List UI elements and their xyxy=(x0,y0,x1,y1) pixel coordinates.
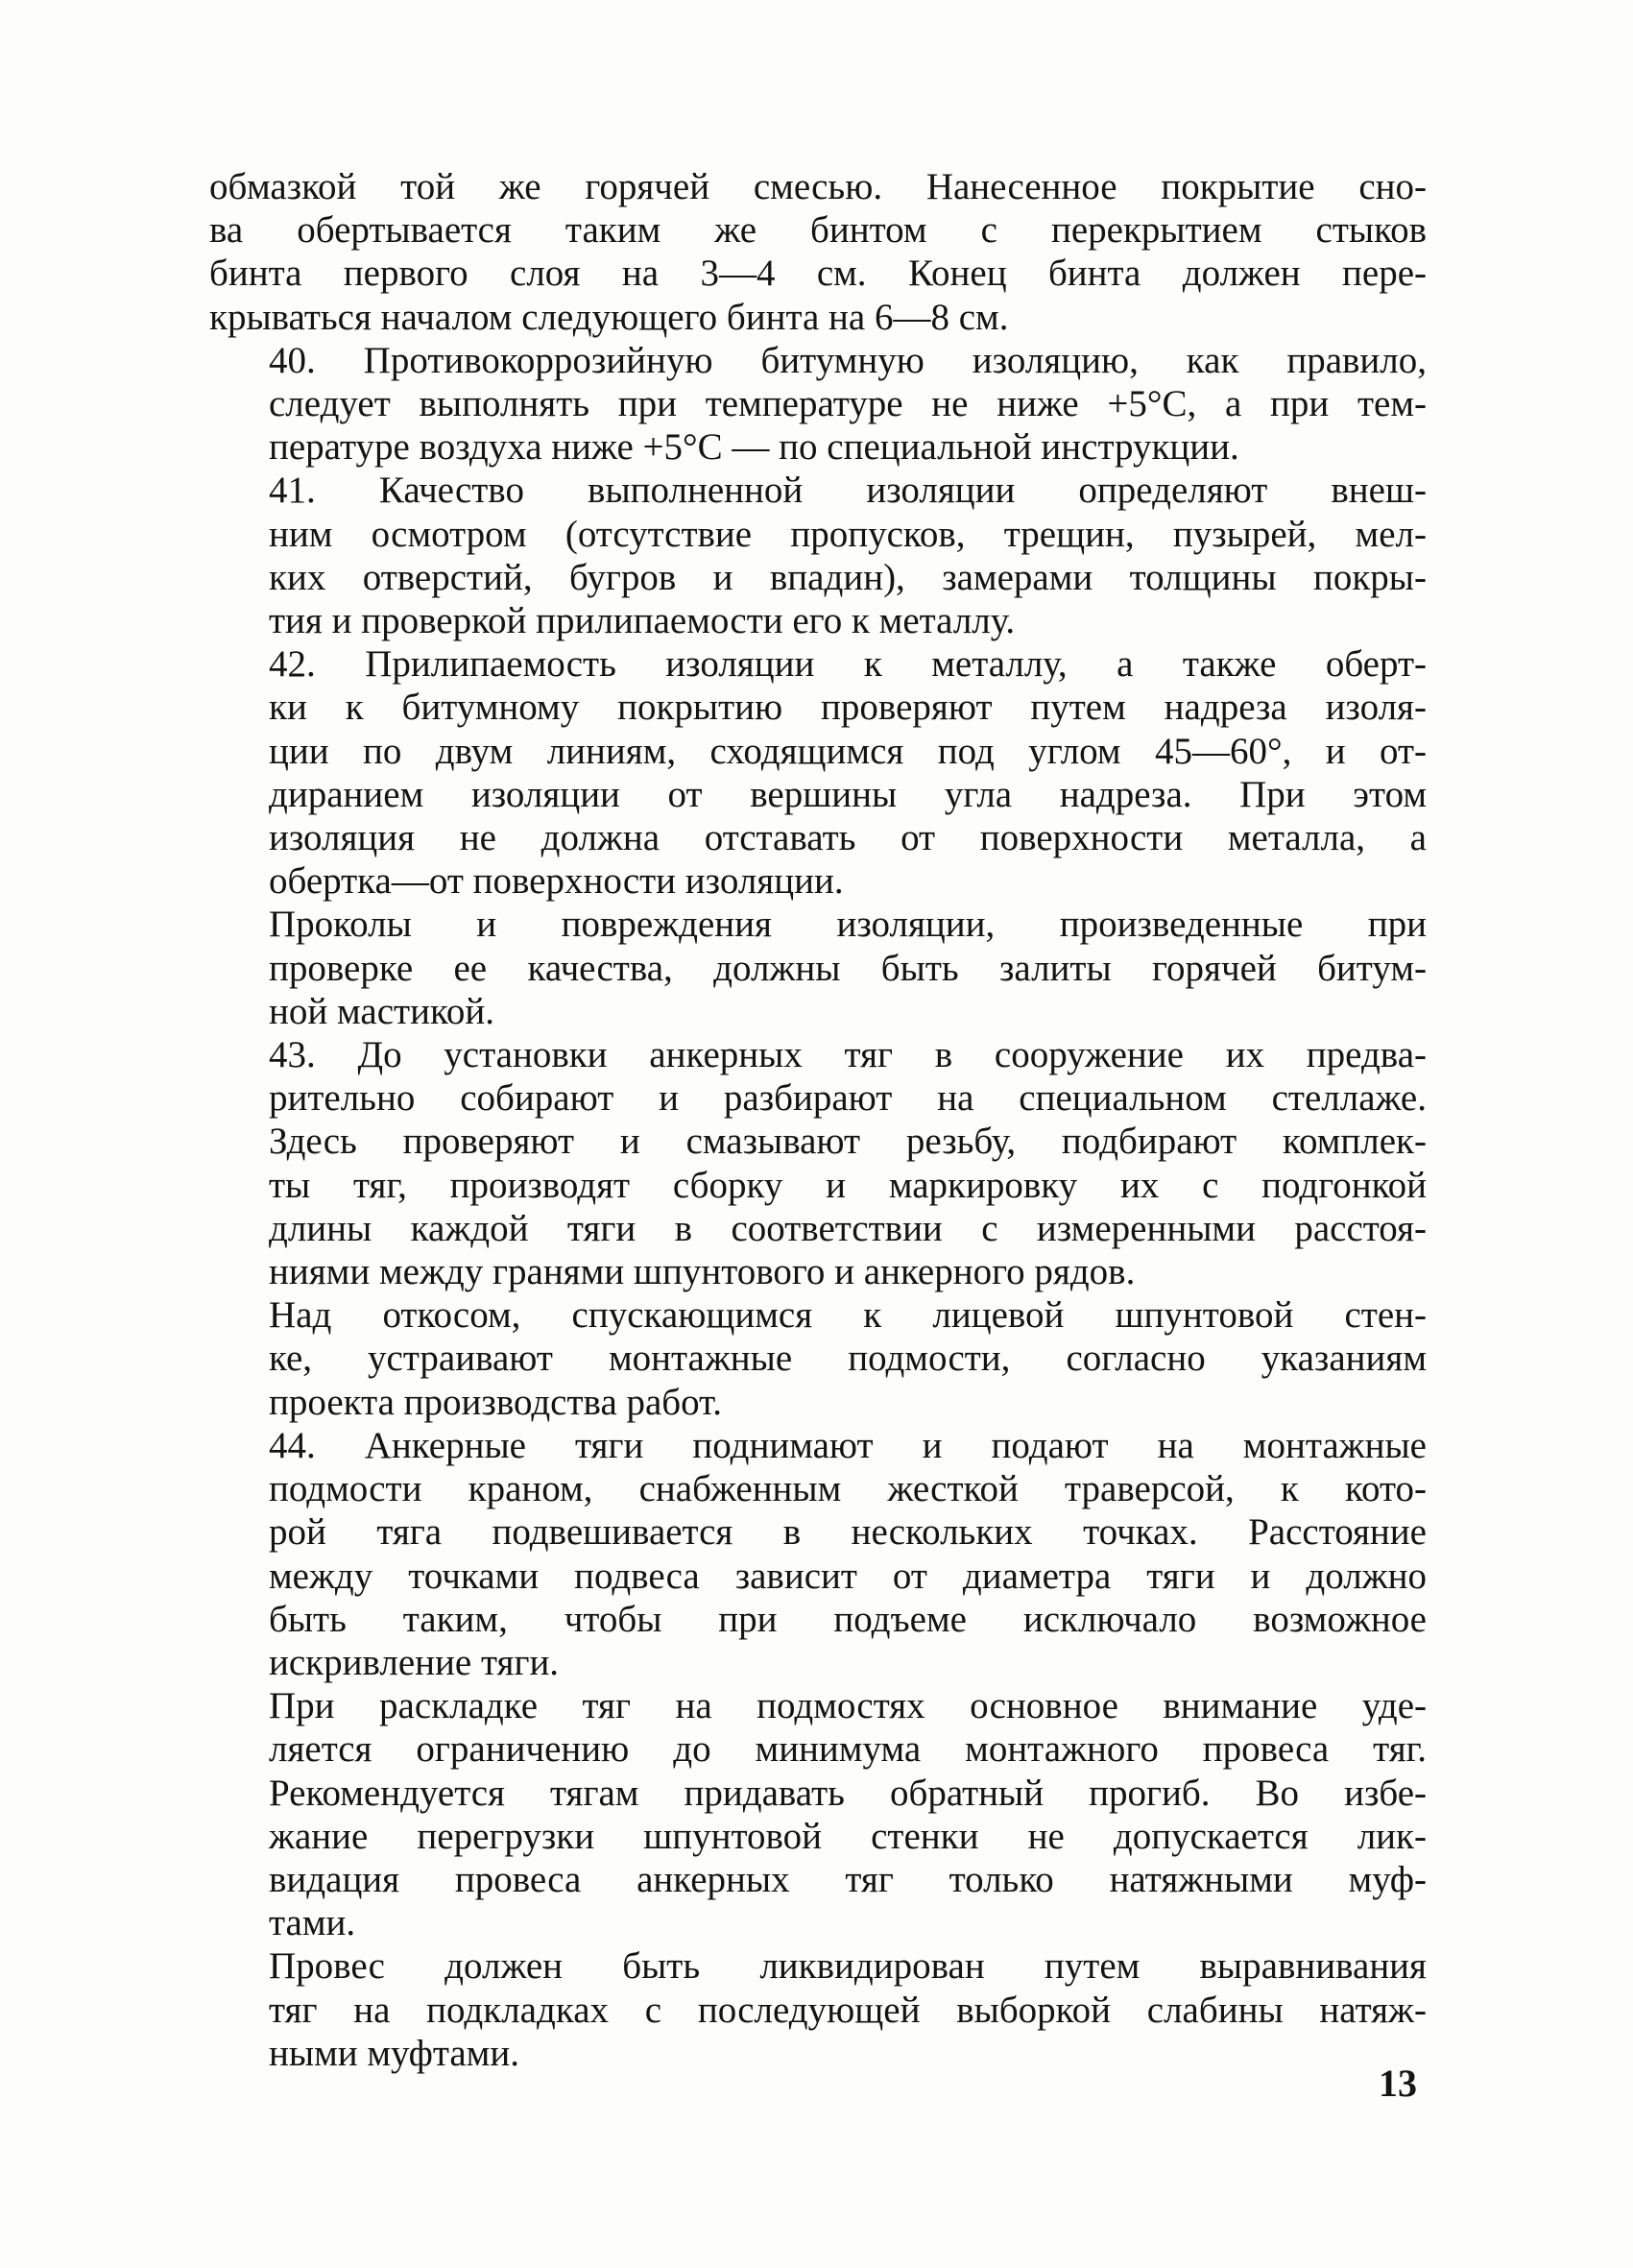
paragraph-p-continuation xyxy=(209,165,1427,339)
text-line: пературе воздуха ниже +5°С — по специальной инструкции. xyxy=(269,426,1239,469)
text-line: 43. До установки анкерных тяг в сооружение их предва- xyxy=(269,1034,1427,1076)
body-text xyxy=(209,165,1427,2075)
text-line: жание перегрузки шпунтовой стенки не допускается лик- xyxy=(269,1815,1427,1857)
text-line: рой тяга подвешивается в нескольких точках. Расстояние xyxy=(269,1511,1427,1554)
text-line: ции по двум линиям, сходящимся под углом 45—60°, и от- xyxy=(269,730,1427,772)
text-line: изоляция не должна отставать от поверхности металла, а xyxy=(269,817,1427,859)
text-line: между точками подвеса зависит от диаметра тяги и должно xyxy=(269,1555,1427,1597)
text-line: проекта производства работ. xyxy=(269,1381,722,1423)
paragraph-p-44b xyxy=(209,1684,1427,1944)
text-line: 41. Качество выполненной изоляции определяют внеш- xyxy=(269,470,1427,512)
text-line: ких отверстий, бугров и впадин), замерами толщины покры- xyxy=(269,556,1427,598)
text-line: рительно собирают и разбирают на специальном стеллаже. xyxy=(269,1077,1427,1120)
text-line: 40. Противокоррозийную битумную изоляцию, как правило, xyxy=(269,339,1427,381)
text-line: ляется ограничению до минимума монтажного провеса тяг. xyxy=(269,1728,1427,1771)
paragraph-p-42b xyxy=(209,903,1427,1033)
text-line: Над откосом, спускающимся к лицевой шпунтовой стен- xyxy=(269,1294,1427,1337)
text-line: искривление тяги. xyxy=(269,1641,560,1683)
text-line: видация провеса анкерных тяг только натяжными муф- xyxy=(269,1858,1427,1900)
text-line: обертка—от поверхности изоляции. xyxy=(269,860,844,903)
text-line: следует выполнять при температуре не ниже +5°С, а при тем- xyxy=(269,383,1427,425)
text-line: ты тяг, производят сборку и маркировку их с подгонкой xyxy=(269,1164,1427,1206)
text-line: ке, устраивают монтажные подмости, согласно указаниям xyxy=(269,1338,1427,1380)
text-line: Здесь проверяют и смазывают резьбу, подбирают комплек- xyxy=(269,1121,1427,1163)
text-line: ва обертывается таким же бинтом с перекрытием стыков xyxy=(209,209,1427,252)
paragraph-p-44c xyxy=(209,1944,1427,2075)
paragraph-p-42 xyxy=(209,642,1427,903)
text-line: ной мастикой. xyxy=(269,990,495,1032)
text-line: ниями между гранями шпунтового и анкерного рядов. xyxy=(269,1251,1136,1293)
text-line: ним осмотром (отсутствие пропусков, трещин, пузырей, мел- xyxy=(269,513,1427,555)
text-line: Провес должен быть ликвидирован путем выравнивания xyxy=(269,1945,1427,1988)
paragraph-p-43 xyxy=(209,1033,1427,1293)
text-line: бинта первого слоя на 3—4 см. Конец бинта должен пере- xyxy=(209,253,1427,295)
text-line: 42. Прилипаемость изоляции к металлу, а также оберт- xyxy=(269,643,1427,686)
text-line: При раскладке тяг на подмостях основное внимание уде- xyxy=(269,1685,1427,1727)
text-line: диранием изоляции от вершины угла надреза. При этом xyxy=(269,773,1427,815)
paragraph-p-41 xyxy=(209,469,1427,642)
paragraph-p-43b xyxy=(209,1293,1427,1424)
text-line: крываться началом следующего бинта на 6—8 см. xyxy=(209,296,1009,338)
text-line: длины каждой тяги в соответствии с измеренными расстоя- xyxy=(269,1207,1427,1249)
text-line: проверке ее качества, должны быть залиты горячей битум- xyxy=(269,947,1427,989)
text-line: тами. xyxy=(269,1902,356,1944)
text-line: Рекомендуется тягам придавать обратный прогиб. Во избе- xyxy=(269,1772,1427,1814)
text-line: ки к битумному покрытию проверяют путем надреза изоля- xyxy=(269,687,1427,729)
text-line: подмости краном, снабженным жесткой траверсой, к кото- xyxy=(269,1468,1427,1510)
text-line: быть таким, чтобы при подъеме исключало возможное xyxy=(269,1598,1427,1640)
paragraph-p-40 xyxy=(209,339,1427,470)
text-line: Проколы и повреждения изоляции, произведенные при xyxy=(269,904,1427,946)
text-line: обмазкой той же горячей смесью. Нанесенное покрытие сно- xyxy=(209,166,1427,207)
text-line: ными муфтами. xyxy=(269,2032,519,2074)
text-line: тяг на подкладках с последующей выборкой слабины натяж- xyxy=(269,1989,1427,2031)
paragraph-p-44 xyxy=(209,1424,1427,1684)
text-line: тия и проверкой прилипаемости его к металлу. xyxy=(269,600,1016,642)
text-line: 44. Анкерные тяги поднимают и подают на монтажные xyxy=(269,1424,1427,1466)
page-number: 13 xyxy=(1379,2062,1417,2105)
